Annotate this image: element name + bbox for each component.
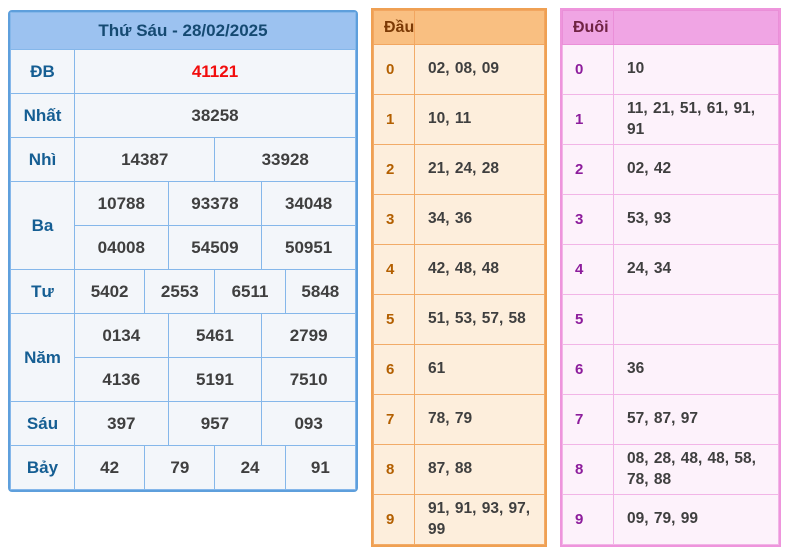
dau-numbers: 91, 91, 93, 97, 99: [415, 495, 545, 545]
table-row-nam-1: [11, 314, 356, 358]
dau-header: Đầu: [374, 11, 415, 45]
duoi-numbers: 53, 93: [614, 195, 779, 245]
table-header-row: [11, 13, 356, 50]
table-row-nhi: [11, 138, 356, 182]
duoi-digit: 3: [563, 195, 614, 245]
duoi-digit: 7: [563, 395, 614, 445]
prize-value: 5191: [168, 358, 262, 402]
duoi-panel: [560, 8, 781, 547]
prize-value: 79: [145, 446, 215, 490]
duoi-numbers: 10: [614, 45, 779, 95]
table-row-bay: [11, 446, 356, 490]
duoi-digit: 9: [563, 495, 614, 545]
prize-value: 2553: [145, 270, 215, 314]
prize-value: 4136: [75, 358, 169, 402]
dau-numbers: 78, 79: [415, 395, 545, 445]
duoi-row-8: [563, 445, 779, 495]
prize-label-nhi: Nhì: [11, 138, 75, 182]
results-table: [10, 12, 356, 490]
prize-value: 2799: [262, 314, 356, 358]
prize-value: 91: [285, 446, 355, 490]
prize-value: 5461: [168, 314, 262, 358]
dau-row-3: [374, 195, 545, 245]
duoi-numbers: 02, 42: [614, 145, 779, 195]
prize-value: 93378: [168, 182, 262, 226]
duoi-numbers: 36: [614, 345, 779, 395]
duoi-row-6: [563, 345, 779, 395]
special-prize-value: 41121: [75, 50, 356, 94]
duoi-header-row: [563, 11, 779, 45]
prize-value: 04008: [75, 226, 169, 270]
dau-numbers: 02, 08, 09: [415, 45, 545, 95]
prize-label-ba: Ba: [11, 182, 75, 270]
duoi-digit: 5: [563, 295, 614, 345]
duoi-digit: 4: [563, 245, 614, 295]
dau-row-1: [374, 95, 545, 145]
duoi-row-3: [563, 195, 779, 245]
duoi-digit: 1: [563, 95, 614, 145]
dau-numbers: 87, 88: [415, 445, 545, 495]
dau-numbers: 21, 24, 28: [415, 145, 545, 195]
duoi-header-spacer: [614, 11, 779, 45]
prize-value: 093: [262, 402, 356, 446]
prize-value: 0134: [75, 314, 169, 358]
table-row-db: [11, 50, 356, 94]
prize-value: 42: [75, 446, 145, 490]
table-row-ba-1: [11, 182, 356, 226]
dau-digit: 0: [374, 45, 415, 95]
dau-digit: 1: [374, 95, 415, 145]
prize-value: 957: [168, 402, 262, 446]
dau-row-9: [374, 495, 545, 545]
duoi-row-2: [563, 145, 779, 195]
prize-value: 14387: [75, 138, 215, 182]
dau-row-8: [374, 445, 545, 495]
draw-title: Thứ Sáu - 28/02/2025: [11, 13, 356, 50]
duoi-numbers: 11, 21, 51, 61, 91, 91: [614, 95, 779, 145]
dau-digit: 9: [374, 495, 415, 545]
prize-value: 38258: [75, 94, 356, 138]
dau-digit: 4: [374, 245, 415, 295]
prize-value: 33928: [215, 138, 356, 182]
prize-value: 5848: [285, 270, 355, 314]
dau-panel: [371, 8, 547, 547]
prize-label-nam: Năm: [11, 314, 75, 402]
dau-row-4: [374, 245, 545, 295]
dau-digit: 3: [374, 195, 415, 245]
dau-table: [373, 10, 545, 545]
dau-digit: 6: [374, 345, 415, 395]
dau-header-row: [374, 11, 545, 45]
dau-numbers: 42, 48, 48: [415, 245, 545, 295]
dau-row-0: [374, 45, 545, 95]
duoi-digit: 6: [563, 345, 614, 395]
table-row-sau: [11, 402, 356, 446]
results-panel: [8, 10, 358, 492]
duoi-header: Đuôi: [563, 11, 614, 45]
dau-numbers: 34, 36: [415, 195, 545, 245]
dau-digit: 7: [374, 395, 415, 445]
duoi-digit: 0: [563, 45, 614, 95]
prize-value: 24: [215, 446, 285, 490]
duoi-row-7: [563, 395, 779, 445]
prize-label-nhat: Nhất: [11, 94, 75, 138]
prize-label-db: ĐB: [11, 50, 75, 94]
prize-value: 6511: [215, 270, 285, 314]
duoi-numbers: 24, 34: [614, 245, 779, 295]
duoi-row-9: [563, 495, 779, 545]
dau-digit: 5: [374, 295, 415, 345]
dau-header-spacer: [415, 11, 545, 45]
duoi-numbers: 09, 79, 99: [614, 495, 779, 545]
dau-numbers: 10, 11: [415, 95, 545, 145]
duoi-row-4: [563, 245, 779, 295]
dau-numbers: 61: [415, 345, 545, 395]
duoi-digit: 2: [563, 145, 614, 195]
duoi-row-1: [563, 95, 779, 145]
duoi-numbers: 08, 28, 48, 48, 58, 78, 88: [614, 445, 779, 495]
duoi-table: [562, 10, 779, 545]
duoi-digit: 8: [563, 445, 614, 495]
duoi-row-0: [563, 45, 779, 95]
table-row-tu: [11, 270, 356, 314]
prize-value: 397: [75, 402, 169, 446]
dau-digit: 2: [374, 145, 415, 195]
table-row-nhat: [11, 94, 356, 138]
prize-value: 50951: [262, 226, 356, 270]
dau-row-5: [374, 295, 545, 345]
prize-value: 34048: [262, 182, 356, 226]
prize-value: 5402: [75, 270, 145, 314]
prize-value: 54509: [168, 226, 262, 270]
prize-label-bay: Bảy: [11, 446, 75, 490]
prize-label-tu: Tư: [11, 270, 75, 314]
dau-numbers: 51, 53, 57, 58: [415, 295, 545, 345]
prize-label-sau: Sáu: [11, 402, 75, 446]
prize-value: 10788: [75, 182, 169, 226]
dau-row-2: [374, 145, 545, 195]
duoi-row-5: [563, 295, 779, 345]
dau-row-6: [374, 345, 545, 395]
dau-digit: 8: [374, 445, 415, 495]
dau-row-7: [374, 395, 545, 445]
prize-value: 7510: [262, 358, 356, 402]
duoi-numbers: [614, 295, 779, 345]
duoi-numbers: 57, 87, 97: [614, 395, 779, 445]
